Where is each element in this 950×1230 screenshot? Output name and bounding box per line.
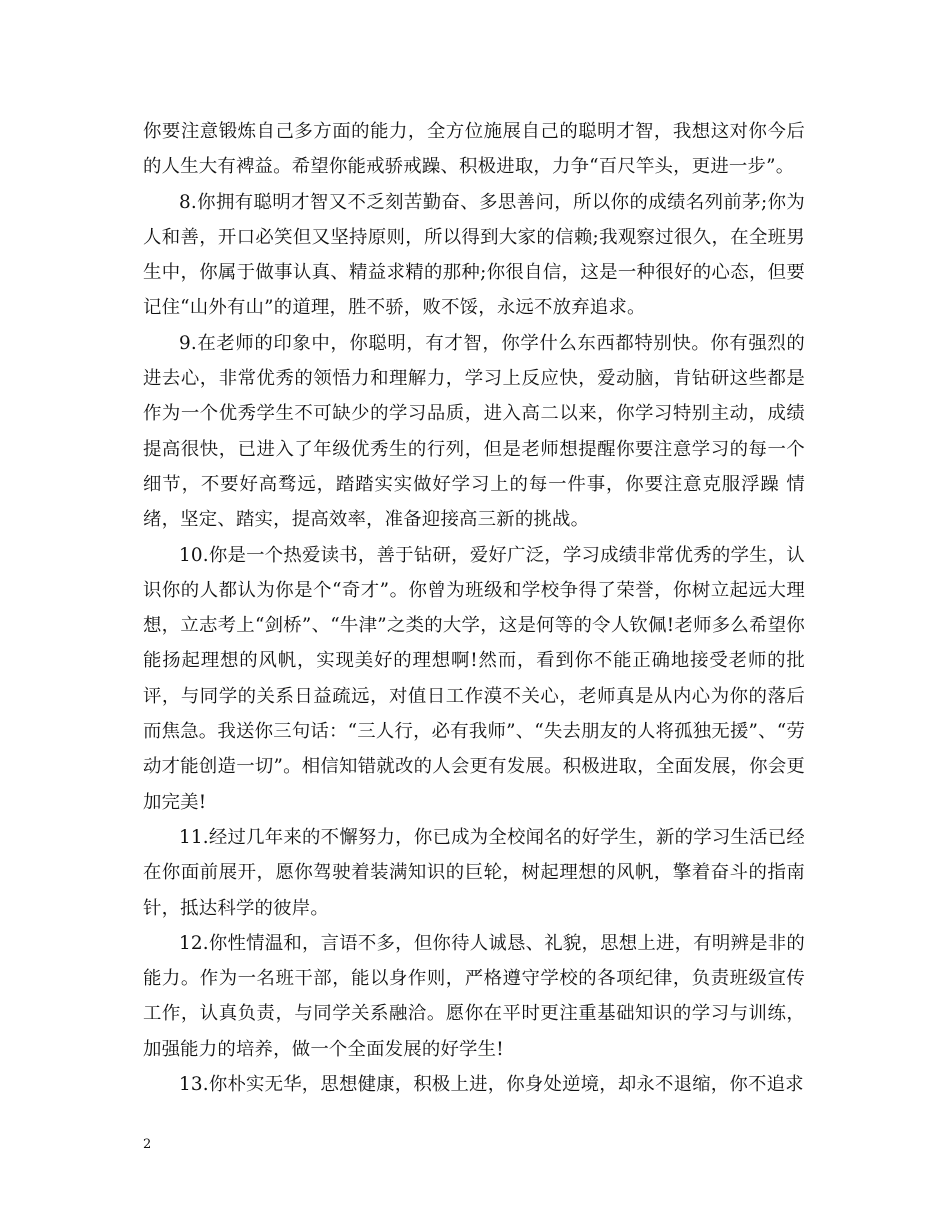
- paragraph-11: 11.经过几年来的不懈努力，你已成为全校闻名的好学生，新的学习生活已经在你面前展开，愿你驾驶着装满知识的巨轮，树起理想的风帆，擎着奋斗的指南针，抵达科学的彼岸。: [143, 826, 805, 919]
- paragraph-12: 12.你性情温和，言语不多，但你待人诚恳、礼貌，思想上进，有明辨是非的能力。作为一名班干部，能以身作则，严格遵守学校的各项纪律，负责班级宣传工作，认真负责，与同学关系融洽。愿你在平时更注重基础知识的学习与训练，加强能力的培养，做一个全面发展的好学生!: [143, 932, 805, 1060]
- page-number: 2: [143, 1137, 152, 1152]
- paragraph-continued: 你要注意锻炼自己多方面的能力，全方位施展自己的聪明才智，我想这对你今后的人生大有裨益。希望你能戒骄戒躁、积极进取，力争“百尺竿头，更进一步”。: [143, 121, 805, 178]
- document-body: [143, 114, 805, 1102]
- paragraph-10: 10.你是一个热爱读书，善于钻研，爱好广泛，学习成绩非常优秀的学生，认识你的人都认为你是个“奇才”。你曾为班级和学校争得了荣誉，你树立起远大理想，立志考上“剑桥”、“牛津”之类的大学，这是何等的令人钦佩!老师多么希望你能扬起理想的风帆，实现美好的理想啊!然而，看到你不能正确地接受老师的批评，与同学的关系日益疏远，对值日工作漠不关心，老师真是从内心为你的落后而焦急。我送你三句话：“三人行，必有我师”、“失去朋友的人将孤独无援”、“劳动才能创造一切”。相信知错就改的人会更有发展。积极进取，全面发展，你会更加完美!: [143, 544, 805, 813]
- paragraph-13: 13.你朴实无华，思想健康，积极上进，你身处逆境，却永不退缩，你不追求: [179, 1074, 804, 1096]
- paragraph-9: 9.在老师的印象中，你聪明，有才智，你学什么东西都特别快。你有强烈的进去心，非常优秀的领悟力和理解力，学习上反应快，爱动脑，肯钻研这些都是作为一个优秀学生不可缺少的学习品质，进入高二以来，你学习特别主动，成绩提高很快，已进入了年级优秀生的行列，但是老师想提醒你要注意学习的每一个细节，不要好高骛远，踏踏实实做好学习上的每一件事，你要注意克服浮躁 情绪，坚定、踏实，提高效率，准备迎接高三新的挑战。: [143, 332, 805, 531]
- paragraph-8: 8.你拥有聪明才智又不乏刻苦勤奋、多思善问，所以你的成绩名列前茅;你为人和善，开口必笑但又坚持原则，所以得到大家的信赖;我观察过很久，在全班男生中，你属于做事认真、精益求精的那种;你很自信，这是一种很好的心态，但要记住“山外有山”的道理，胜不骄，败不馁，永远不放弃追求。: [143, 191, 805, 319]
